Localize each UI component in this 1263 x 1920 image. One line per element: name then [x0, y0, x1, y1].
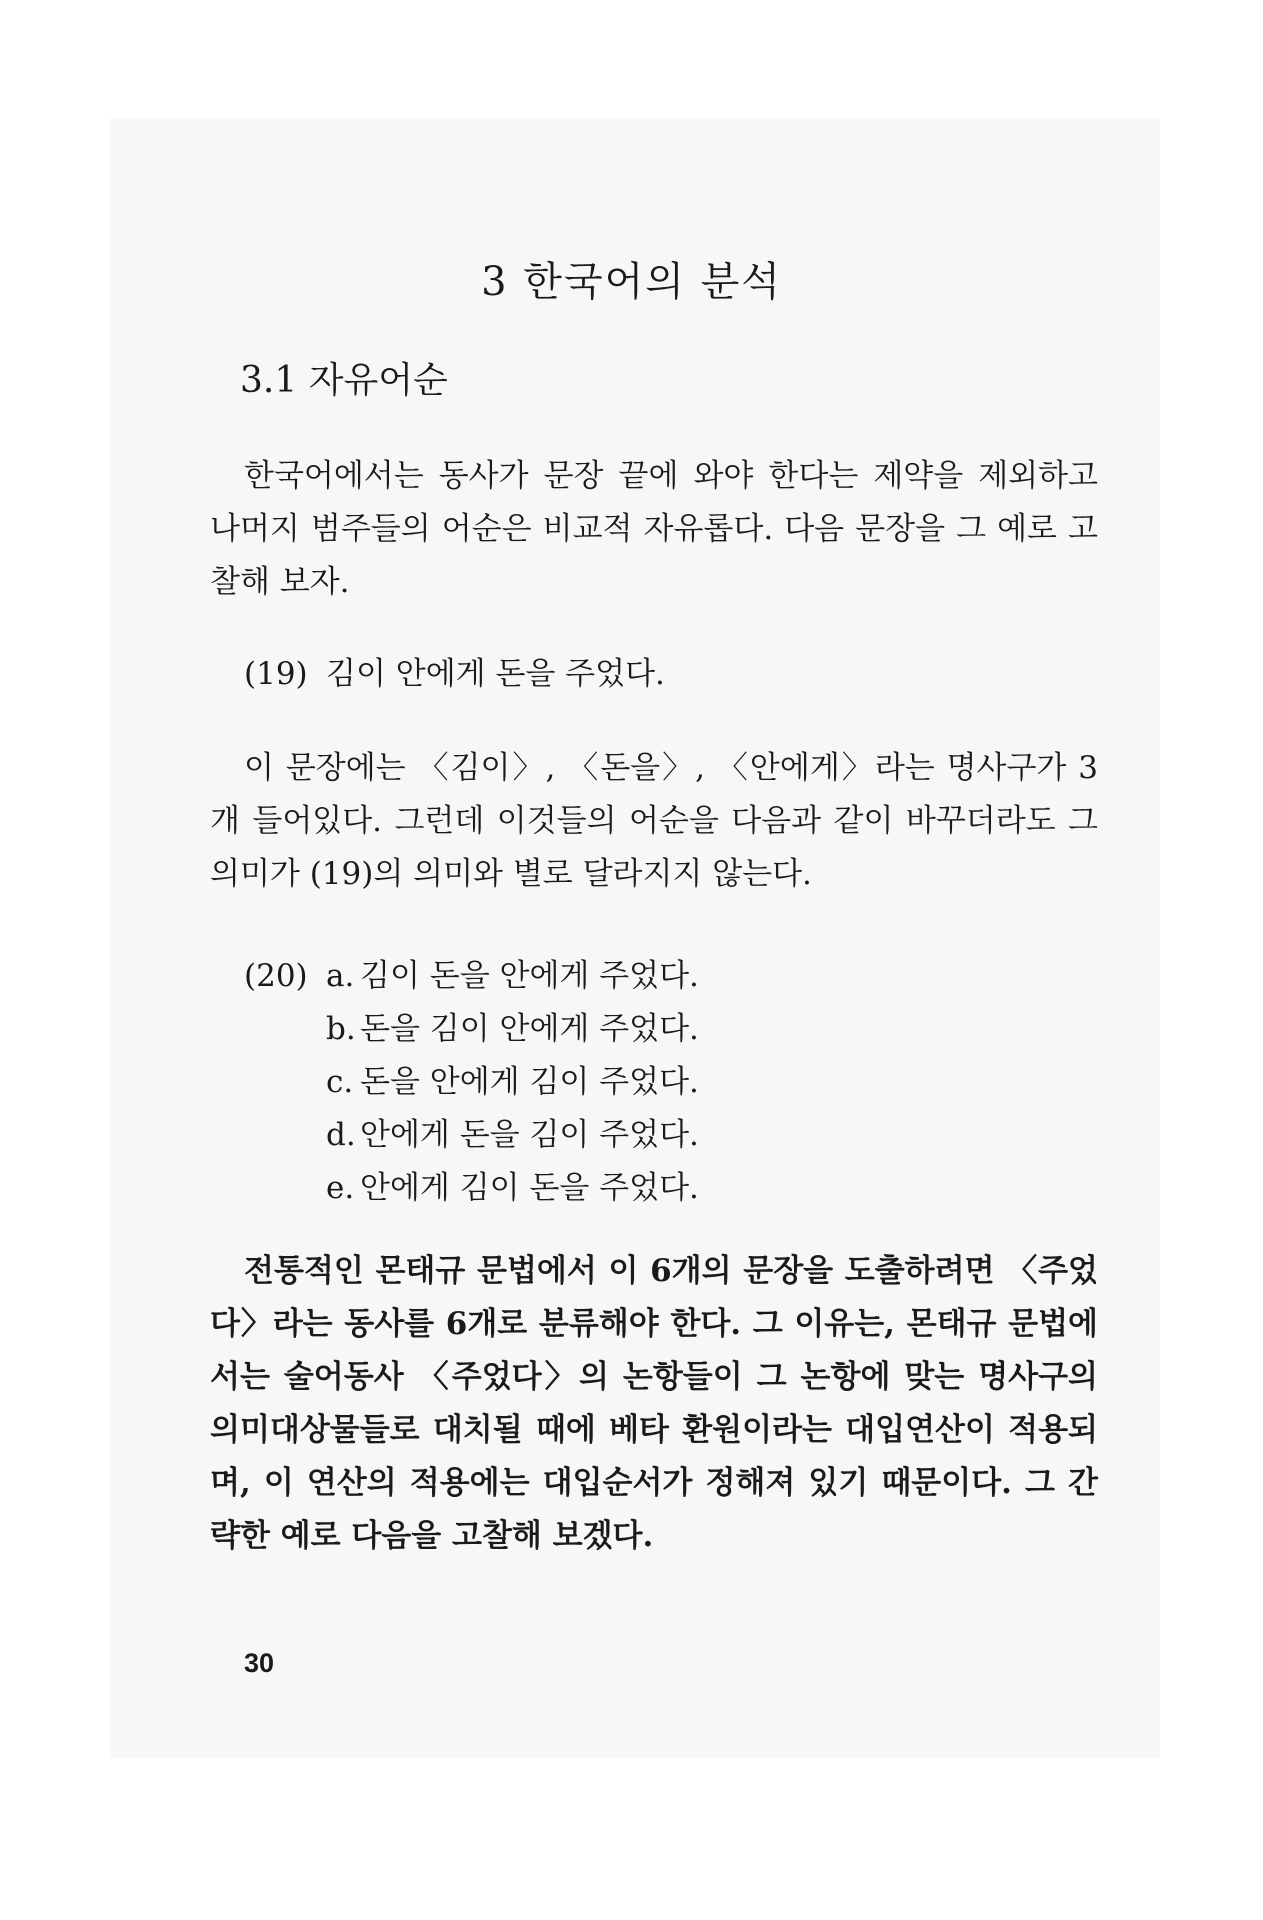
example-sentence: 김이 돈을 안에게 주었다.: [360, 958, 699, 994]
example-20-row-d: [244, 1109, 699, 1162]
section-title: 3.1 자유어순: [240, 360, 448, 401]
paragraph-montague-text: 전통적인 몬태규 문법에서 이 6개의 문장을 도출하려면 〈주었다〉라는 동사를 6개로 분류해야 한다. 그 이유는, 몬태규 문법에서는 술어동사 〈주었다〉의 논항들이 그 논항에 맞는 명사구의 의미대상물들로 대치될 때에 베타 환원이라는 대입연산이 적용되며, 이 연산의 적용에는 대입순서가 정해져 있기 때문이다. 그 간략한 예로 다음을 고찰해 보겠다.: [210, 1253, 1098, 1554]
example-number: (19): [244, 656, 308, 692]
paragraph-noun-phrases-text: 이 문장에는 〈김이〉, 〈돈을〉, 〈안에게〉라는 명사구가 3 개 들어있다. 그런데 이것들의 어순을 다음과 같이 바꾸더라도 그 의미가 (19)의 의미와 별로 달라지지 않는다.: [210, 750, 1098, 892]
example-20-row-e: [244, 1162, 699, 1215]
example-20-row-b: [244, 1003, 699, 1056]
example-number: (20): [244, 958, 308, 994]
chapter-title: 3 한국어의 분석: [481, 259, 782, 305]
example-20: [244, 950, 699, 1215]
example-letter: c.: [326, 1064, 354, 1100]
example-letter: d.: [326, 1117, 356, 1153]
example-letter: b.: [326, 1011, 356, 1047]
paragraph-intro: [210, 450, 1098, 609]
example-sentence: 돈을 김이 안에게 주었다.: [360, 1011, 699, 1047]
paragraph-noun-phrases: [210, 742, 1098, 901]
example-20-row-a: [244, 950, 699, 1003]
example-sentence: 안에게 돈을 김이 주었다.: [360, 1117, 699, 1153]
example-20-row-c: [244, 1056, 699, 1109]
page-number: 30: [244, 1648, 275, 1678]
example-letter: a.: [326, 958, 355, 994]
example-sentence: 안에게 김이 돈을 주었다.: [360, 1170, 699, 1206]
example-sentence: 돈을 안에게 김이 주었다.: [360, 1064, 699, 1100]
example-letter: e.: [326, 1170, 355, 1206]
example-19: [244, 648, 665, 701]
example-sentence: 김이 안에게 돈을 주었다.: [326, 656, 665, 692]
paragraph-montague: [210, 1245, 1098, 1563]
paragraph-intro-text: 한국어에서는 동사가 문장 끝에 와야 한다는 제약을 제외하고 나머지 범주들의 어순은 비교적 자유롭다. 다음 문장을 그 예로 고찰해 보자.: [210, 458, 1098, 600]
